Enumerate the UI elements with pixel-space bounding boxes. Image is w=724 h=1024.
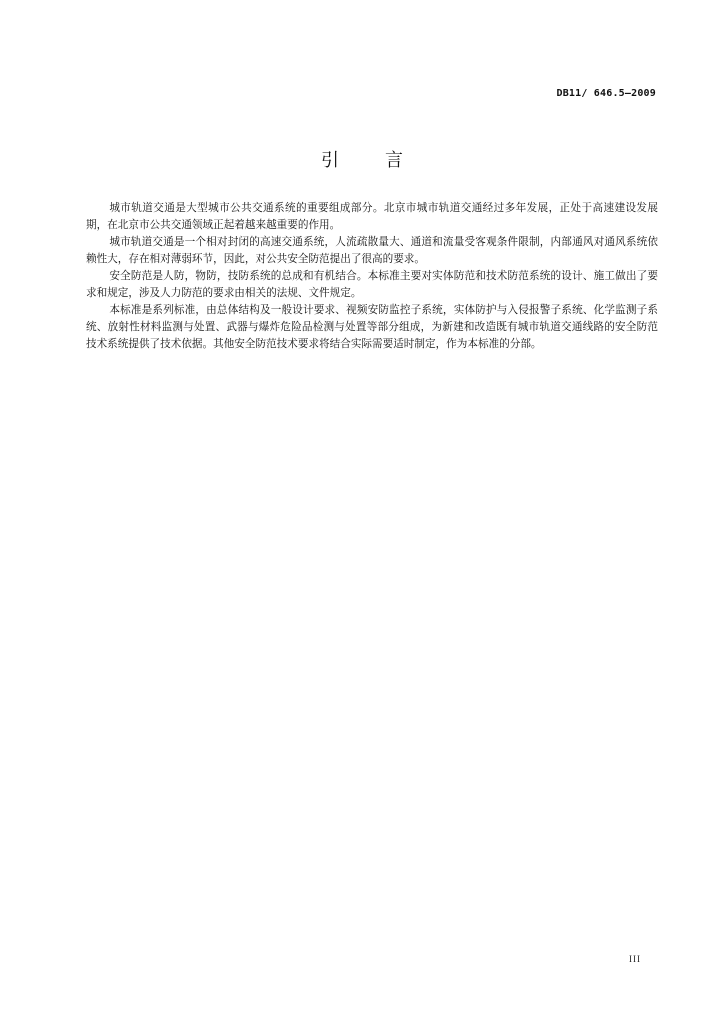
document-code: DB11/ 646.5—2009 — [556, 88, 656, 99]
page-title — [0, 146, 724, 172]
paragraph: 城市轨道交通是一个相对封闭的高速交通系统，人流疏散量大、通道和流量受客观条件限制，内部通风对通风系统依赖性大，存在相对薄弱环节，因此，对公共安全防范提出了很高的要求。 — [86, 236, 658, 265]
title-char-1: 引 — [321, 150, 339, 171]
title-char-2: 言 — [385, 150, 403, 171]
paragraph: 本标准是系列标准，由总体结构及一般设计要求、视频安防监控子系统，实体防护与入侵报警子系统、化学监测子系统、放射性材料监测与处置、武器与爆炸危险品检测与处置等部分组成，为新建和改造既有城市轨道交通线路的安全防范技术系统提供了技术依据。其他安全防范技术要求将结合实际需要适时制定，作为本标准的分部。 — [86, 304, 658, 350]
paragraph: 安全防范是人防，物防，技防系统的总成和有机结合。本标准主要对实体防范和技术防范系统的设计、施工做出了要求和规定，涉及人力防范的要求由相关的法规、文件规定。 — [86, 270, 658, 299]
introduction-body — [86, 200, 658, 353]
page-number: III — [629, 954, 641, 964]
paragraph: 城市轨道交通是大型城市公共交通系统的重要组成部分。北京市城市轨道交通经过多年发展，正处于高速建设发展期，在北京市公共交通领域正起着越来越重要的作用。 — [86, 202, 658, 231]
